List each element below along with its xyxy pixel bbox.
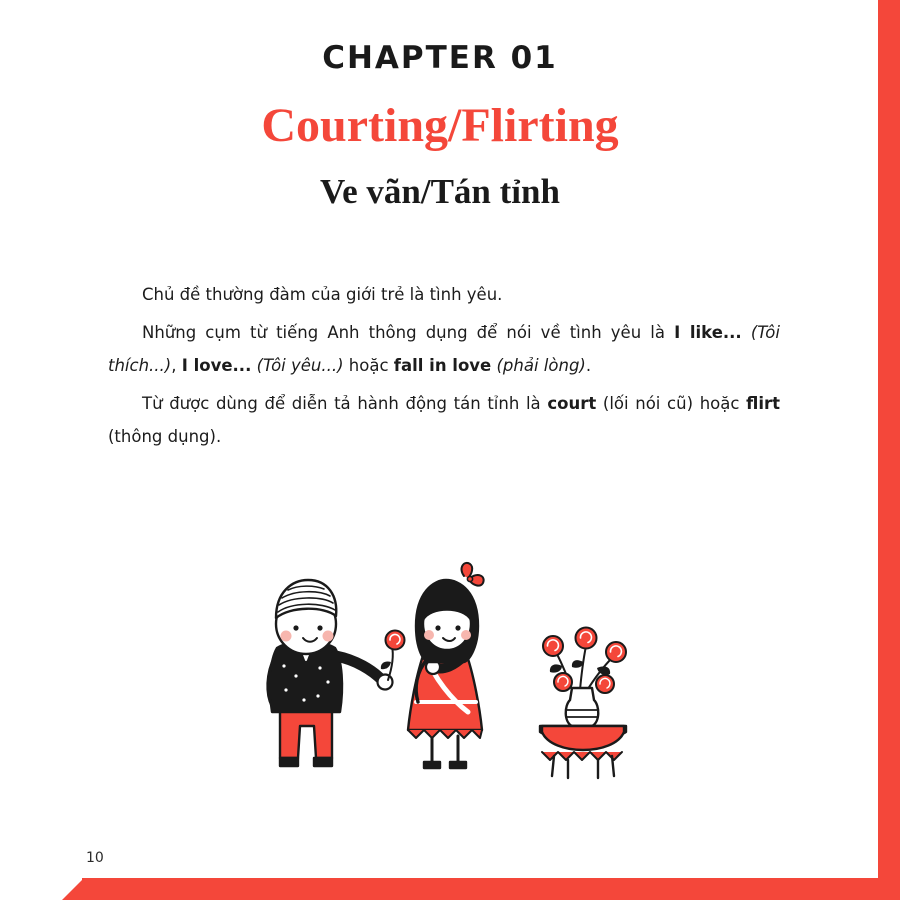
p2-term-2: I love... — [181, 356, 252, 375]
p2-term-1: I like... — [674, 323, 742, 342]
p2-sep-1: , — [171, 356, 182, 375]
paragraph-1 — [108, 278, 780, 311]
rose-bouquet — [543, 628, 626, 694]
p3-conj: hoặc — [693, 394, 747, 413]
p3-end: . — [215, 427, 222, 446]
chapter-title-vietnamese: Ve vãn/Tán tỉnh — [320, 172, 560, 211]
table-with-vase — [540, 628, 626, 779]
p2-gloss-1: (Tôi thích...) — [108, 323, 780, 375]
p2-lead: Những cụm từ tiếng Anh thông dụng để nói về tình yêu là — [142, 323, 675, 342]
paragraph-3 — [108, 387, 780, 453]
page-frame-bottom-edge — [82, 878, 900, 900]
p2-conj: hoặc — [343, 356, 394, 375]
girl-figure — [408, 563, 484, 768]
p2-gloss-3: (phải lòng) — [496, 356, 586, 375]
chapter-label: CHAPTER 01 — [322, 40, 558, 76]
p2-gloss-2: (Tôi yêu...) — [256, 356, 344, 375]
paragraph-2 — [108, 316, 780, 382]
paragraph-1-text: Chủ đề thường đàm của giới trẻ là tình yêu. — [142, 285, 503, 304]
p2-end: . — [585, 356, 592, 375]
p3-term-1: court — [547, 394, 597, 413]
page-frame-corner-bevel — [62, 878, 84, 900]
body-text — [108, 278, 780, 458]
page-frame-notch — [848, 860, 878, 878]
rose-in-hand — [381, 631, 405, 681]
page-number: 10 — [86, 850, 104, 866]
chapter-title-english: Courting/Flirting — [261, 99, 619, 152]
hair-bow-icon — [462, 563, 484, 586]
p3-gloss-2: (thông dụng) — [108, 427, 216, 446]
boy-figure — [268, 580, 405, 766]
p3-lead: Từ được dùng để diễn tả hành động tán tỉnh là — [142, 394, 548, 413]
p3-gloss-1: (lối nói cũ) — [602, 394, 694, 413]
page-frame-right-edge — [878, 0, 900, 900]
chapter-illustration — [220, 540, 680, 790]
p2-term-3: fall in love — [393, 356, 492, 375]
p3-term-2: flirt — [746, 394, 781, 413]
